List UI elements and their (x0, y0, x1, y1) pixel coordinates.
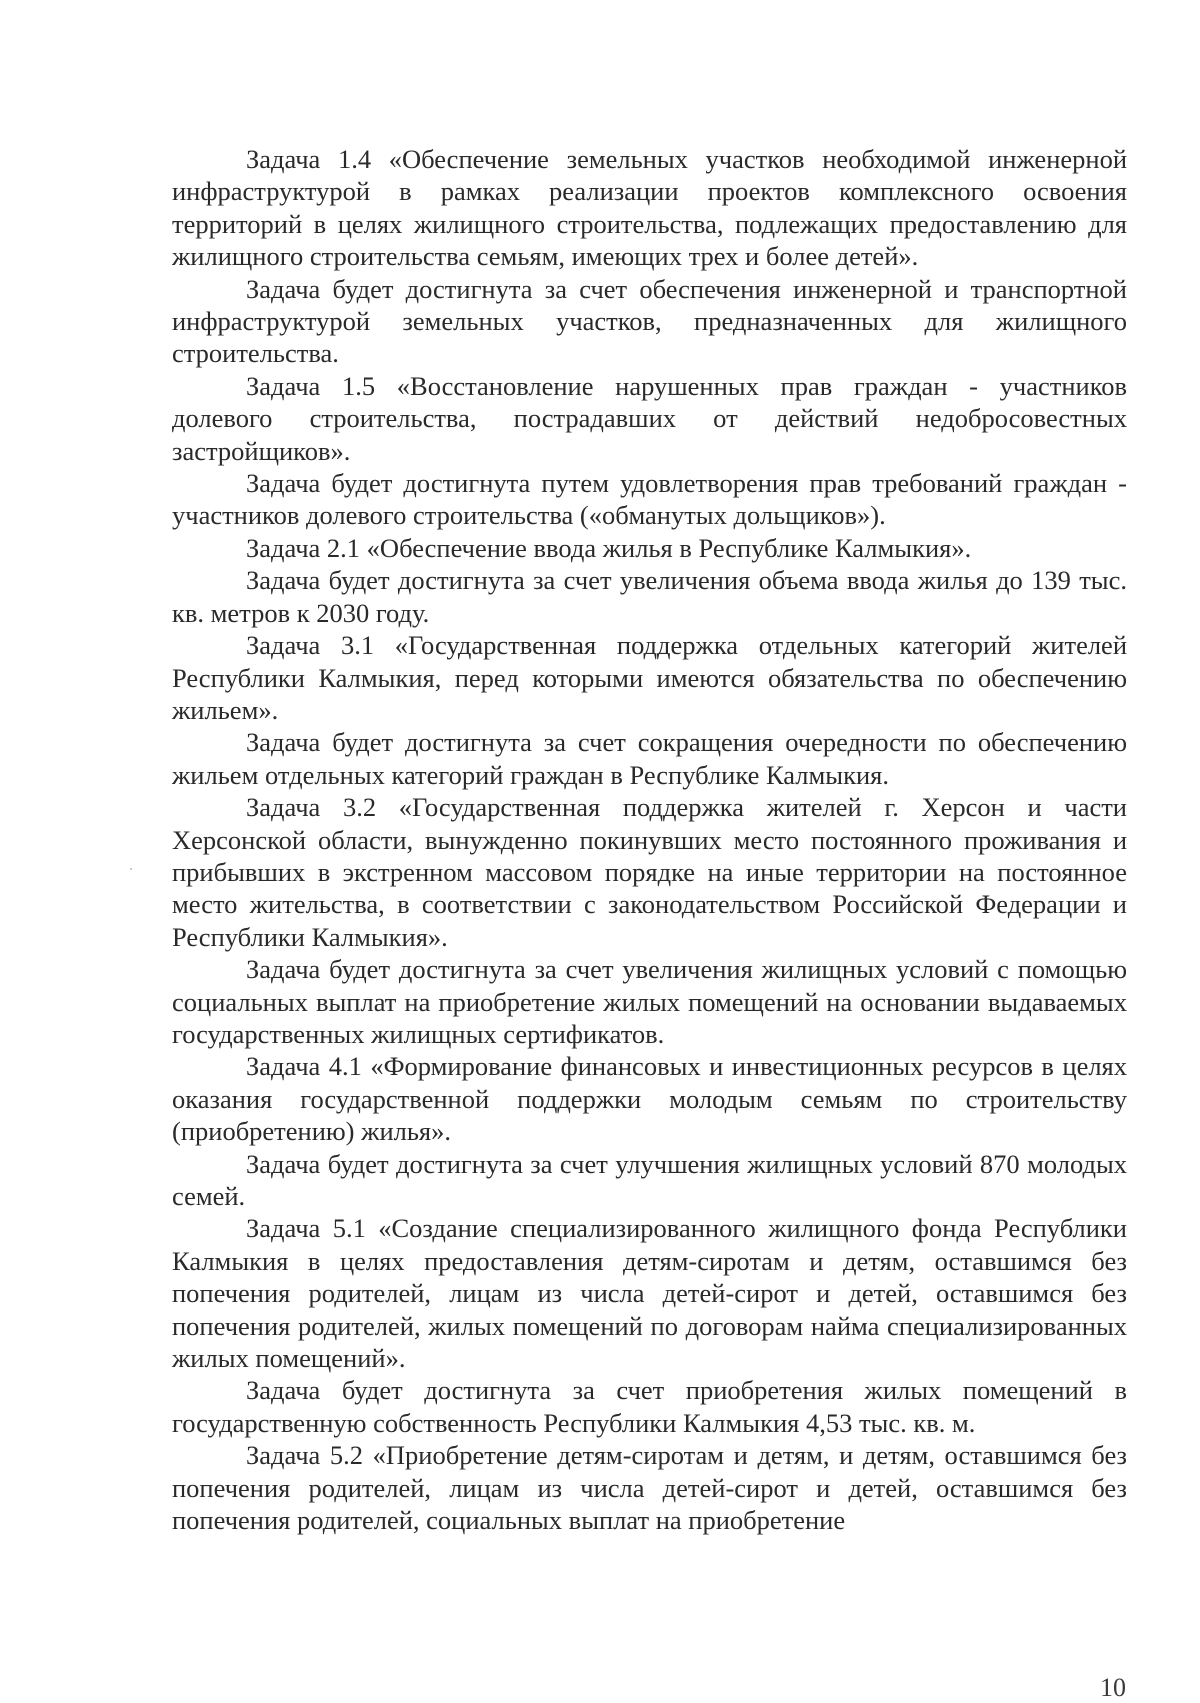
paragraph-task-1-4-result: Задача будет достигнута за счет обеспечения инженерной и транспортной инфраструктурой земельных участков, предназначенных для жилищного строительства. (172, 273, 1127, 369)
paragraph-task-5-1-result: Задача будет достигнута за счет приобретения жилых помещений в государственную собственность Республики Калмыкия 4,53 тыс. кв. м. (172, 1375, 1127, 1438)
paragraph-task-1-4: Задача 1.4 «Обеспечение земельных участков необходимой инженерной инфраструктурой в рамках реализации проектов комплексного освоения территорий в целях жилищного строительства, подлежащих предоставлению для жилищного строительства семьям, имеющих трех и более детей». (172, 144, 1127, 272)
paragraph-task-2-1: Задача 2.1 «Обеспечение ввода жилья в Республике Калмыкия». (246, 532, 972, 563)
scan-speck (130, 868, 132, 870)
paragraph-task-4-1-result: Задача будет достигнута за счет улучшения жилищных условий 870 молодых семей. (172, 1148, 1127, 1211)
paragraph-task-4-1: Задача 4.1 «Формирование финансовых и инвестиционных ресурсов в целях оказания государственной поддержки молодым семьям по строительству (приобретению) жилья». (172, 1051, 1127, 1147)
body-text (172, 143, 1127, 1536)
paragraph-task-5-1: Задача 5.1 «Создание специализированного жилищного фонда Республики Калмыкия в целях предоставления детям-сиротам и детям, оставшимся без попечения родителей, лицам из числа детей-сирот и детей, оставшимся без попечения родителей, жилых помещений по договорам найма специализированных жилых помещений». (172, 1213, 1127, 1374)
paragraph-task-5-2: Задача 5.2 «Приобретение детям-сиротам и детям, и детям, оставшимся без попечения родителей, лицам из числа детей-сирот и детей, оставшимся без попечения родителей, социальных выплат на приобретение (172, 1440, 1127, 1536)
paragraph-task-1-5: Задача 1.5 «Восстановление нарушенных прав граждан - участников долевого строительства, пострадавших от действий недобросовестных застройщиков». (172, 370, 1127, 466)
paragraph-task-3-2-result: Задача будет достигнута за счет увеличения жилищных условий с помощью социальных выплат на приобретение жилых помещений на основании выдаваемых государственных жилищных сертификатов. (172, 954, 1127, 1049)
paragraph-task-3-2: Задача 3.2 «Государственная поддержка жителей г. Херсон и части Херсонской области, вынужденно покинувших место постоянного проживания и прибывших в экстренном массовом порядке на иные территории на постоянное место жительства, в соответствии с законодательством Российской Федерации и Республики Калмыкия». (172, 792, 1127, 952)
paragraph-task-3-1-result: Задача будет достигнута за счет сокращения очередности по обеспечению жильем отдельных категорий граждан в Республике Калмыкия. (172, 727, 1127, 790)
paragraph-task-3-1: Задача 3.1 «Государственная поддержка отдельных категорий жителей Республики Калмыкия, перед которыми имеются обязательства по обеспечению жильем». (172, 630, 1127, 725)
paragraph-task-1-5-result: Задача будет достигнута путем удовлетворения прав требований граждан - участников долевого строительства («обманутых дольщиков»). (172, 468, 1127, 531)
paragraph-task-2-1-result: Задача будет достигнута за счет увеличения объема ввода жилья до 139 тыс. кв. метров к 2030 году. (172, 565, 1127, 628)
page-number: 10 (1100, 1673, 1126, 1702)
